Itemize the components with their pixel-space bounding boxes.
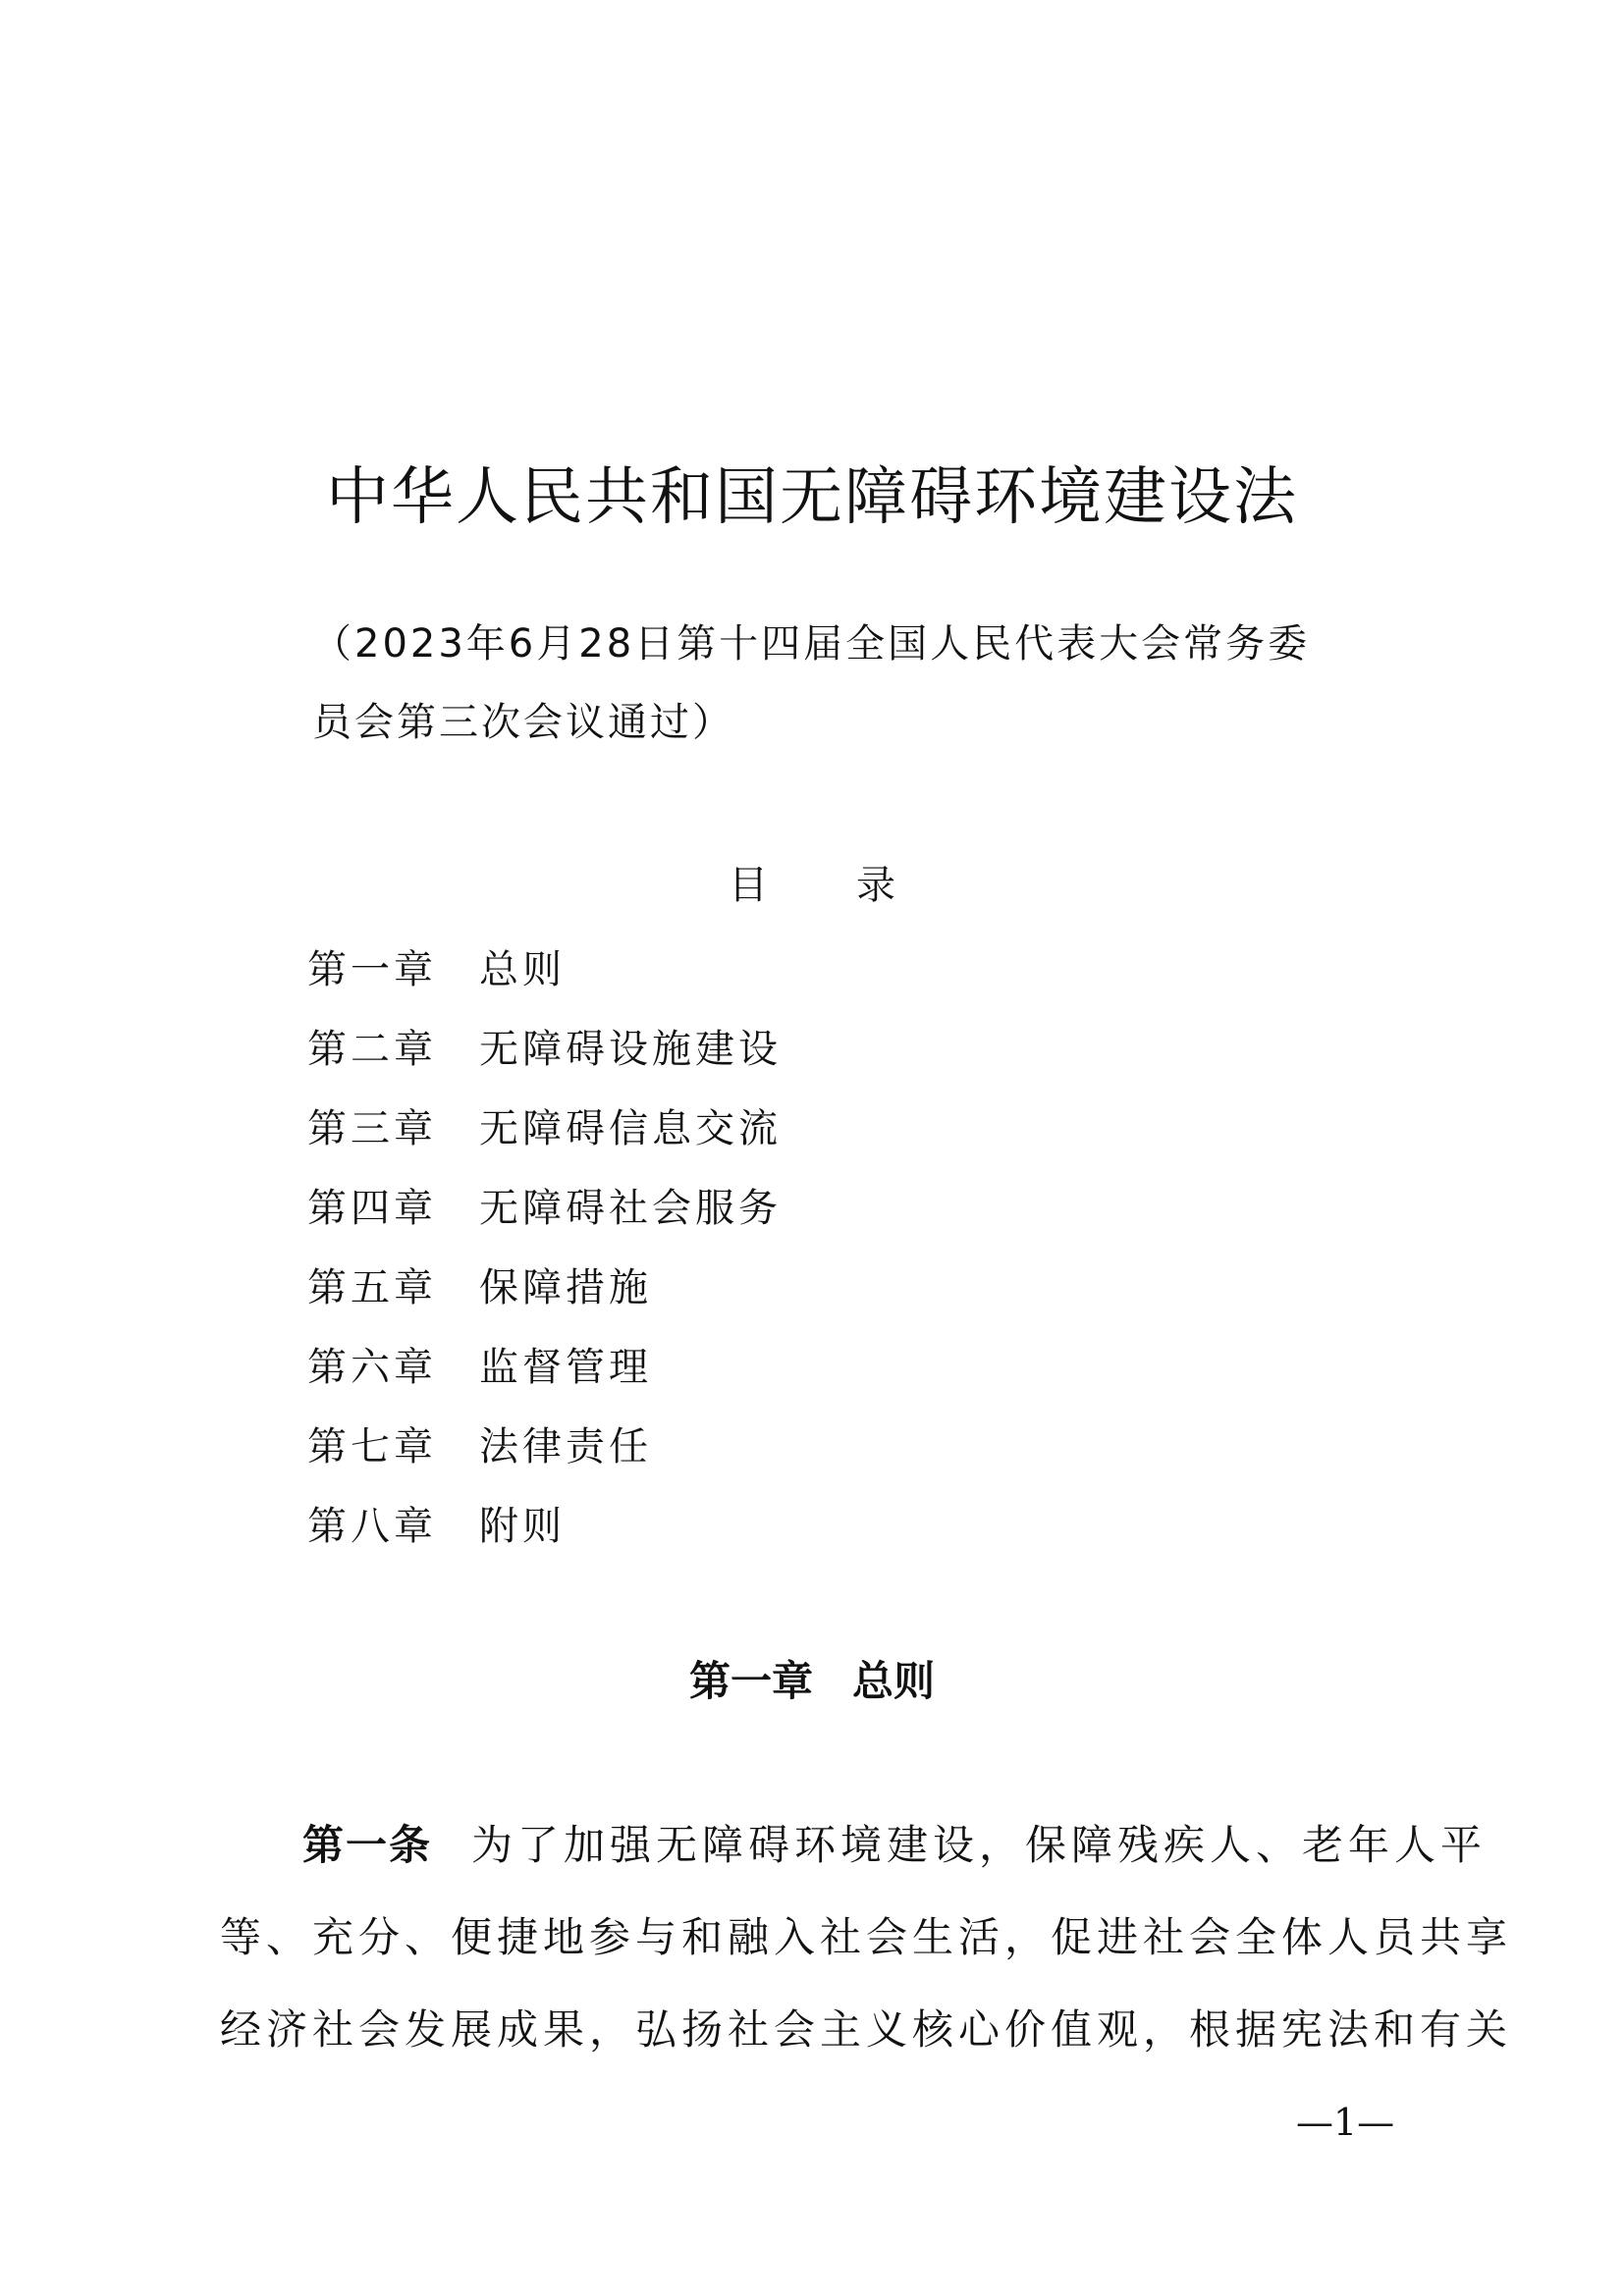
toc-item-title: 法律责任 [479, 1424, 652, 1469]
toc-item[interactable] [307, 1408, 782, 1487]
article-body [220, 1799, 1513, 2076]
toc-item-title: 无障碍信息交流 [479, 1106, 782, 1151]
toc-item-number: 第五章 [307, 1265, 437, 1310]
toc-item[interactable] [307, 1328, 782, 1408]
toc-item-number: 第八章 [307, 1504, 437, 1549]
chapter-title: 总则 [852, 1657, 936, 1705]
toc-item[interactable] [307, 1249, 782, 1328]
article-line: 等、充分、便捷地参与和融入社会生活，促进社会全体人员共享 [220, 1913, 1513, 1961]
chapter-number: 第一章 [688, 1657, 813, 1705]
toc-item[interactable] [307, 931, 782, 1010]
adoption-note [312, 605, 1353, 762]
article-line [220, 1799, 1488, 1892]
table-of-contents [307, 931, 782, 1567]
toc-item-title: 监督管理 [479, 1345, 652, 1390]
article-text: 为了加强无障碍环境建设，保障残疾人、老年人平 [471, 1821, 1488, 1869]
toc-heading-right: 录 [856, 863, 895, 908]
toc-item-number: 第六章 [307, 1345, 437, 1390]
page-number: —1— [1296, 2101, 1395, 2144]
toc-item-number: 第三章 [307, 1106, 437, 1151]
article-label: 第一条 [302, 1821, 433, 1869]
toc-item[interactable] [307, 1010, 782, 1090]
chapter-heading [0, 1649, 1624, 1708]
toc-item[interactable] [307, 1090, 782, 1169]
toc-item-title: 附则 [479, 1504, 566, 1549]
toc-item-title: 保障措施 [479, 1265, 652, 1310]
adoption-note-line: （2023年6月28日第十四届全国人民代表大会常务委 [312, 621, 1311, 667]
toc-item[interactable] [307, 1169, 782, 1249]
toc-item-number: 第七章 [307, 1424, 437, 1469]
document-title: 中华人民共和国无障碍环境建设法 [326, 461, 1298, 534]
toc-item-title: 无障碍社会服务 [479, 1186, 782, 1231]
toc-heading-left: 目 [729, 863, 768, 908]
toc-item-title: 无障碍设施建设 [479, 1027, 782, 1072]
toc-item[interactable] [307, 1487, 782, 1567]
toc-item-title: 总则 [479, 947, 566, 992]
toc-item-number: 第二章 [307, 1027, 437, 1072]
toc-item-number: 第四章 [307, 1186, 437, 1231]
article-line: 经济社会发展成果，弘扬社会主义核心价值观，根据宪法和有关 [220, 2005, 1513, 2054]
toc-item-number: 第一章 [307, 947, 437, 992]
adoption-note-line: 员会第三次会议通过） [312, 700, 734, 745]
toc-heading [0, 854, 1624, 910]
